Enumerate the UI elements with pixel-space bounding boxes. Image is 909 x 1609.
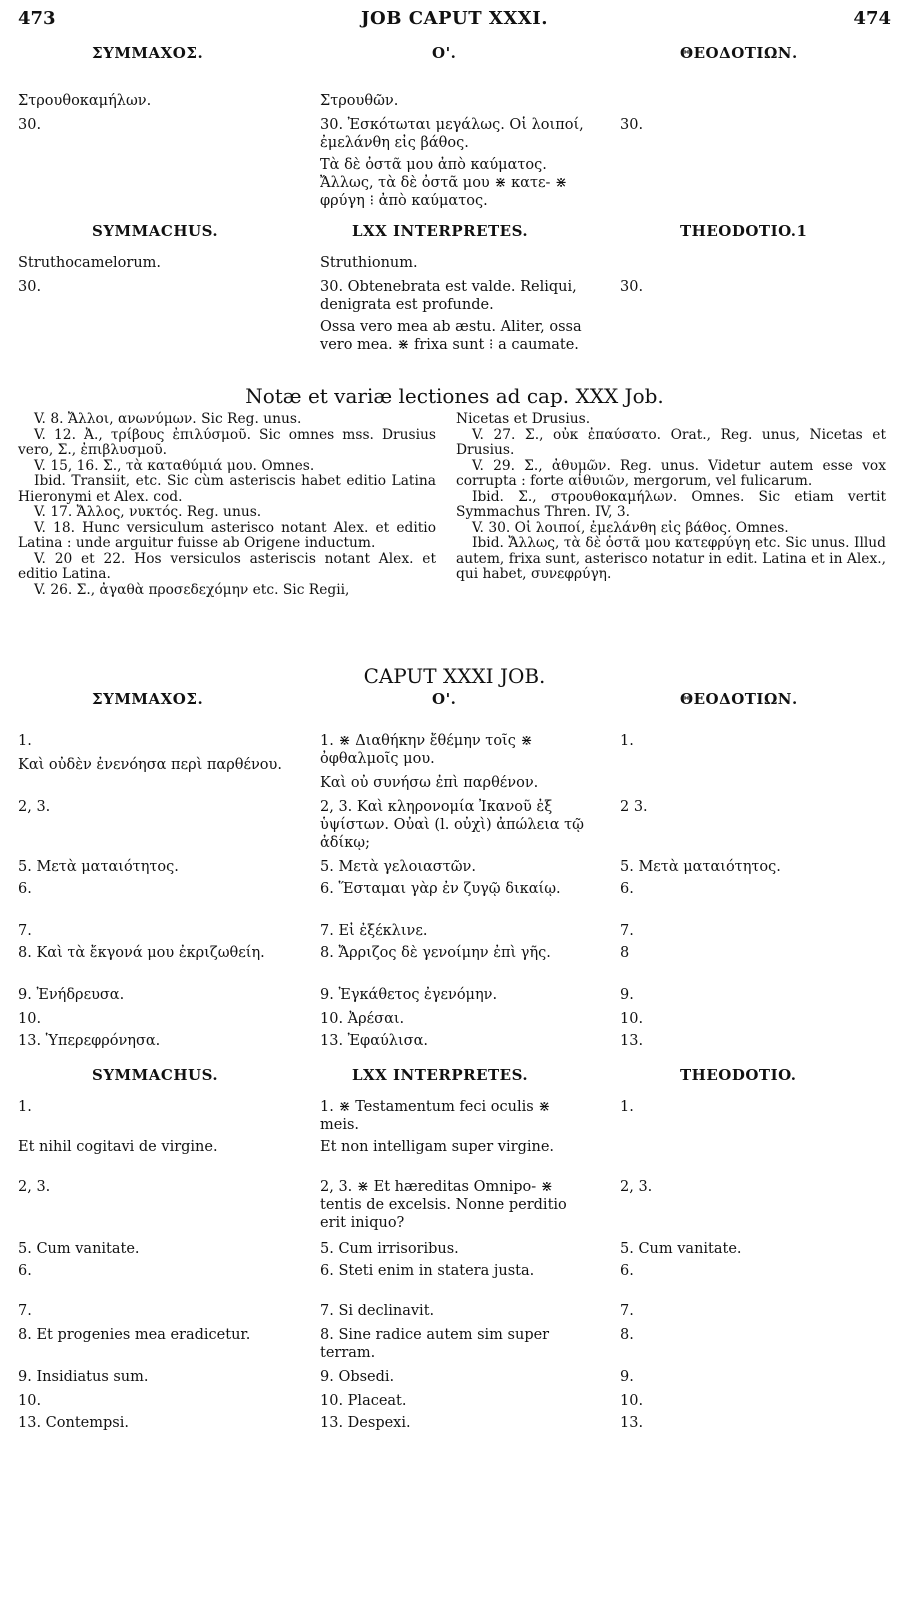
- note-right-1: V. 27. Σ., οὐκ ἐπαύσατο. Orat., Reg. unus, Nicetas et Drusius.: [456, 426, 886, 458]
- column-title-theodotion-latin: THEODOTIO.1: [680, 222, 808, 240]
- block1-latin-theo-1: 30.: [620, 279, 644, 295]
- caput-latin-lxx-1: Et non intelligam super virgine.: [320, 1139, 555, 1155]
- caput-title-lxx-latin: LXX INTERPRETES.: [352, 1066, 529, 1084]
- caput-latin-sym-0: 1.: [18, 1099, 32, 1115]
- caput-greek-theo-5: 7.: [620, 923, 634, 939]
- caput-greek-theo-3: 5. Μετὰ ματαιότητος.: [620, 859, 781, 875]
- page-number-left: 473: [18, 8, 56, 29]
- note-right-3: Ibid. Σ., στρουθοκαμήλων. Omnes. Sic etiam vertit Symmachus Thren. IV, 3.: [456, 488, 886, 520]
- running-title: JOB CAPUT XXXI.: [361, 8, 548, 29]
- caput-greek-lxx-7: 9. Ἐγκάθετος ἐγενόμην.: [320, 987, 498, 1003]
- caput-latin-sym-4: 6.: [18, 1263, 32, 1279]
- caput-greek-lxx-6: 8. Ἄρριζος δὲ γενοίμην ἐπὶ γῆς.: [320, 945, 551, 961]
- caput-latin-lxx-3: 5. Cum irrisoribus.: [320, 1241, 459, 1257]
- caput-latin-theo-4: 6.: [620, 1263, 634, 1279]
- caput-title-symmachus-latin: SYMMACHUS.: [92, 1066, 219, 1084]
- note-left-3: Ibid. Transiit, etc. Sic cùm asteriscis habet editio Latina Hieronymi et Alex. cod.: [18, 473, 436, 505]
- caput-greek-lxx-5: 7. Εἰ ἐξέκλινε.: [320, 923, 428, 939]
- caput-greek-lxx-0: 1. ⋇ Διαθήκην ἔθέμην τοῖς ⋇ ὀφθαλμοῖς μου.: [320, 733, 533, 767]
- running-header: [18, 8, 891, 34]
- note-left-4: V. 17. Ἄλλος, νυκτός. Reg. unus.: [34, 504, 262, 520]
- block1-greek-sym-0: Στρουθοκαμήλων.: [18, 93, 152, 109]
- caput-title: CAPUT XXXI JOB.: [363, 664, 546, 688]
- caput-title-theodotion-greek: ΘΕΟΔΟΤΙΩΝ.: [680, 690, 798, 708]
- caput-greek-sym-9: 13. Ὑπερεφρόνησα.: [18, 1033, 161, 1049]
- note-left-6: V. 20 et 22. Hos versiculos asteriscis notant Alex. et editio Latina.: [18, 550, 436, 582]
- caput-latin-lxx-5: 7. Si declinavit.: [320, 1303, 435, 1319]
- column-title-symmachus-greek: ΣΥΜΜΑΧΟΣ.: [92, 44, 204, 62]
- caput-latin-sym-1: Et nihil cogitavi de virgine.: [18, 1139, 218, 1155]
- caput-greek-theo-9: 13.: [620, 1033, 644, 1049]
- caput-latin-theo-9: 13.: [620, 1415, 644, 1431]
- column-title-lxx-latin: LXX INTERPRETES.: [352, 222, 529, 240]
- caput-greek-lxx-2: 2, 3. Καὶ κληρονομία Ἰκανοῦ ἐξ ὑψίστων. Οὐαὶ (l. οὐχὶ) ἀπώλεια τῷ ἀδίκῳ;: [320, 799, 585, 851]
- note-left-0: V. 8. Ἄλλοι, ανωνύμων. Sic Reg. unus.: [34, 411, 302, 427]
- note-right-2: V. 29. Σ., ἀθυμῶν. Reg. unus. Videtur autem esse vox corrupta : forte αἰθυιῶν, mergorum, vel fulicarum.: [456, 457, 886, 489]
- caput-latin-sym-8: 10.: [18, 1393, 42, 1409]
- caput-latin-sym-9: 13. Contempsi.: [18, 1415, 129, 1431]
- caput-latin-theo-5: 7.: [620, 1303, 634, 1319]
- caput-greek-sym-4: 6.: [18, 881, 32, 897]
- caput-greek-lxx-1: Καὶ οὐ συνήσω ἐπὶ παρθένον.: [320, 775, 539, 791]
- note-right-0: Nicetas et Drusius.: [456, 411, 591, 427]
- caput-title-symmachus-greek: ΣΥΜΜΑΧΟΣ.: [92, 690, 204, 708]
- caput-latin-lxx-6: 8. Sine radice autem sim super terram.: [320, 1327, 550, 1361]
- caput-greek-sym-0: 1.: [18, 733, 32, 749]
- note-right-5: Ibid. Ἄλλως, τὰ δὲ ὀστᾶ μου κατεφρύγη etc. Sic unus. Illud autem, frixa sunt, asterisco notatur in edit. Latina et in Alex., qui habet, συνεφρύγη.: [456, 535, 886, 582]
- caput-latin-theo-2: 2, 3.: [620, 1179, 653, 1195]
- caput-title-theodotion-latin: THEODOTIO.: [680, 1066, 797, 1084]
- caput-greek-theo-7: 9.: [620, 987, 634, 1003]
- column-title-lxx-greek: Ο'.: [432, 44, 457, 62]
- caput-greek-lxx-4: 6. Ἕσταμαι γὰρ ἐν ζυγῷ δικαίῳ.: [320, 881, 561, 897]
- caput-latin-lxx-8: 10. Placeat.: [320, 1393, 407, 1409]
- caput-greek-sym-5: 7.: [18, 923, 32, 939]
- caput-latin-lxx-9: 13. Despexi.: [320, 1415, 411, 1431]
- block1-latin-lxx-2: Ossa vero mea ab æstu. Aliter, ossa vero mea. ⋇ frixa sunt ⁝ a caumate.: [320, 319, 582, 353]
- caput-latin-sym-2: 2, 3.: [18, 1179, 51, 1195]
- caput-greek-lxx-9: 13. Ἐφαύλισα.: [320, 1033, 428, 1049]
- block1-latin-lxx-0: Struthionum.: [320, 255, 418, 271]
- caput-greek-sym-7: 9. Ἐνήδρευσα.: [18, 987, 125, 1003]
- block1-greek-lxx-2: Τὰ δὲ ὀστᾶ μου ἀπὸ καύματος. Ἄλλως, τὰ δὲ ὀστᾶ μου ⋇ κατε- ⋇ φρύγη ⁝ ἀπὸ καύματος.: [320, 157, 568, 209]
- caput-greek-theo-2: 2 3.: [620, 799, 648, 815]
- caput-greek-theo-4: 6.: [620, 881, 634, 897]
- caput-greek-sym-2: 2, 3.: [18, 799, 51, 815]
- caput-greek-theo-8: 10.: [620, 1011, 644, 1027]
- caput-latin-sym-6: 8. Et progenies mea eradicetur.: [18, 1327, 251, 1343]
- caput-title-lxx-greek: Ο'.: [432, 690, 457, 708]
- caput-latin-sym-7: 9. Insidiatus sum.: [18, 1369, 149, 1385]
- caput-greek-sym-1: Καὶ οὐδὲν ἐνενόησα περὶ παρθένου.: [18, 757, 282, 773]
- caput-latin-theo-3: 5. Cum vanitate.: [620, 1241, 742, 1257]
- caput-greek-lxx-8: 10. Ἀρέσαι.: [320, 1011, 405, 1027]
- caput-latin-theo-8: 10.: [620, 1393, 644, 1409]
- caput-latin-theo-7: 9.: [620, 1369, 634, 1385]
- caput-latin-lxx-7: 9. Obsedi.: [320, 1369, 395, 1385]
- note-left-1: V. 12. Ἀ., τρίβους ἐπιλύσμοῦ. Sic omnes mss. Drusius vero, Σ., ἐπιβλυσμοῦ.: [18, 426, 436, 458]
- block1-greek-theo-1: 30.: [620, 117, 644, 133]
- notes-left-column: [18, 412, 436, 598]
- block1-greek-sym-1: 30.: [18, 117, 42, 133]
- caput-greek-sym-3: 5. Μετὰ ματαιότητος.: [18, 859, 179, 875]
- caput-greek-sym-8: 10.: [18, 1011, 42, 1027]
- block1-latin-lxx-1: 30. Obtenebrata est valde. Reliqui, denigrata est profunde.: [320, 279, 577, 313]
- notes-title: Notæ et variæ lectiones ad cap. XXX Job.: [245, 384, 664, 408]
- note-left-2: V. 15, 16. Σ., τὰ καταθύμιά μου. Omnes.: [34, 457, 315, 474]
- note-left-5: V. 18. Hunc versiculum asterisco notant Alex. et editio Latina : unde arguitur fuisse ab Origene inductum.: [18, 519, 436, 551]
- note-right-4: V. 30. Οἱ λοιποί, ἐμελάνθη εἰς βάθος. Omnes.: [472, 519, 789, 536]
- caput-latin-sym-3: 5. Cum vanitate.: [18, 1241, 140, 1257]
- column-title-symmachus-latin: SYMMACHUS.: [92, 222, 219, 240]
- caput-latin-lxx-4: 6. Steti enim in statera justa.: [320, 1263, 535, 1279]
- caput-latin-lxx-2: 2, 3. ⋇ Et hæreditas Omnipo- ⋇ tentis de excelsis. Nonne perditio erit iniquo?: [320, 1179, 567, 1231]
- caput-latin-sym-5: 7.: [18, 1303, 32, 1319]
- caput-greek-lxx-3: 5. Μετὰ γελοιαστῶν.: [320, 859, 476, 875]
- notes-right-column: [456, 412, 886, 583]
- caput-greek-sym-6: 8. Καὶ τὰ ἔκγονά μου ἐκριζωθείη.: [18, 945, 265, 961]
- block1-greek-lxx-0: Στρουθῶν.: [320, 93, 399, 109]
- caput-latin-theo-0: 1.: [620, 1099, 634, 1115]
- caput-greek-theo-0: 1.: [620, 733, 634, 749]
- block1-greek-lxx-1: 30. Ἐσκότωται μεγάλως. Οἱ λοιποί, ἐμελάνθη εἰς βάθος.: [320, 117, 584, 151]
- caput-latin-theo-6: 8.: [620, 1327, 634, 1343]
- block1-latin-sym-1: 30.: [18, 279, 42, 295]
- block1-latin-sym-0: Struthocamelorum.: [18, 255, 162, 271]
- column-title-theodotion-greek: ΘΕΟΔΟΤΙΩΝ.: [680, 44, 798, 62]
- caput-greek-theo-6: 8: [620, 945, 630, 961]
- page-number-right: 474: [853, 8, 891, 29]
- caput-latin-lxx-0: 1. ⋇ Testamentum feci oculis ⋇ meis.: [320, 1099, 551, 1133]
- note-left-7: V. 26. Σ., ἀγαθὰ προσεδεχόμην etc. Sic Regii,: [34, 581, 350, 598]
